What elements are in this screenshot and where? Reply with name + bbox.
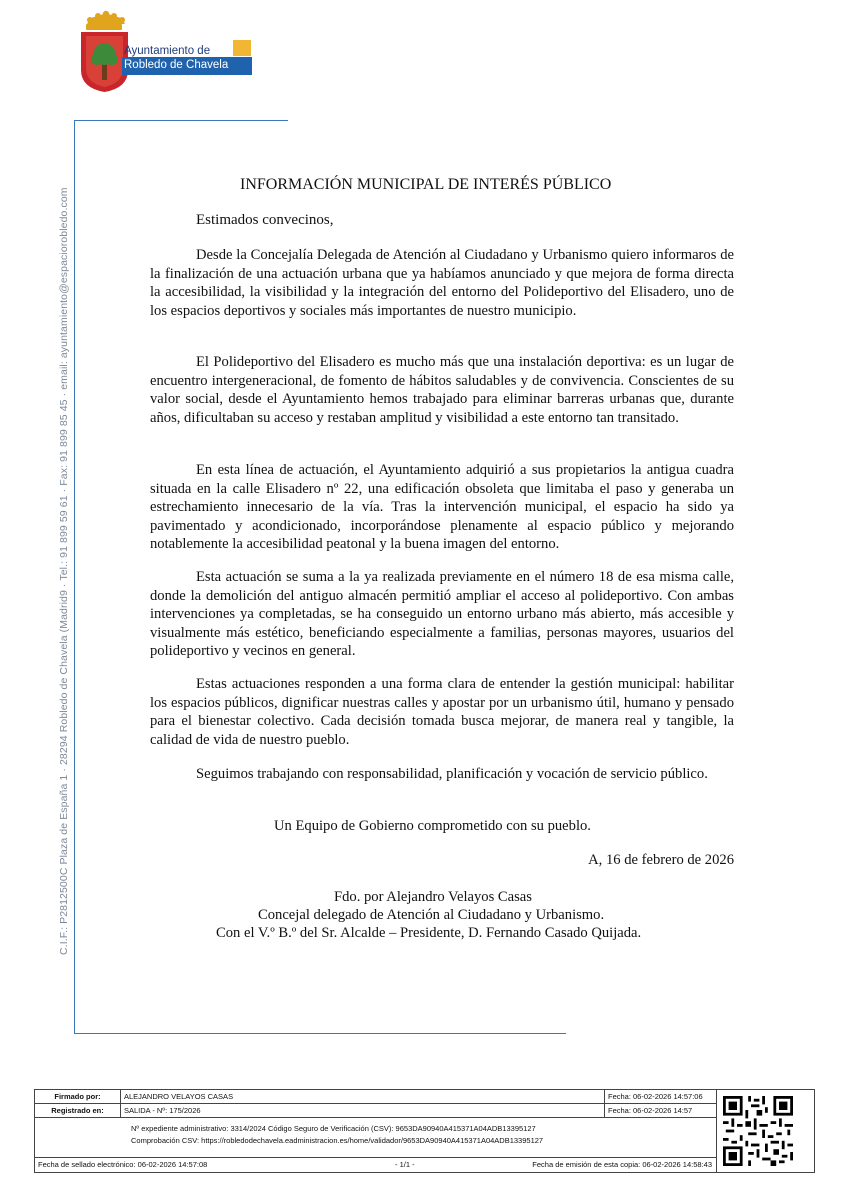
org-name-line1: Ayuntamiento de <box>124 45 211 57</box>
org-name-line2: Robledo de Chavela <box>124 59 229 71</box>
document-title: INFORMACIÓN MUNICIPAL DE INTERÉS PÚBLICO <box>240 176 612 193</box>
registered-date: Fecha: 06-02-2026 14:57 <box>605 1104 717 1118</box>
signed-by-label: Firmado por: <box>35 1090 121 1104</box>
signature-line-1: Fdo. por Alejandro Velayos Casas <box>334 889 532 905</box>
copy-date: Fecha de emisión de esta copia: 06-02-2026 14:58:43 <box>532 1160 712 1169</box>
signature-line-2: Concejal delegado de Atención al Ciudadano y Urbanismo. <box>258 907 605 923</box>
frame-left-line <box>74 120 75 1034</box>
signed-date: Fecha: 06-02-2026 14:57:06 <box>605 1090 717 1104</box>
document-date: A, 16 de febrero de 2026 <box>588 852 734 868</box>
csv-info <box>35 1118 717 1158</box>
paragraph-6: Seguimos trabajando con responsabilidad, planificación y vocación de servicio público. <box>196 766 708 782</box>
electronic-signature-box <box>34 1089 815 1173</box>
qr-code-icon <box>723 1096 793 1166</box>
footer-row <box>35 1158 717 1172</box>
expediente-line: Nº expediente administrativo: 3314/2024 Código Seguro de Verificación (CSV): 9653DA90940A415371A04ADB13395127 <box>131 1124 536 1133</box>
sealed-date: Fecha de sellado electrónico: 06-02-2026 14:57:08 <box>38 1160 208 1169</box>
csv-check-line: Comprobación CSV: https://robledodechavela.eadministracion.es/home/validador/9653DA90940A415371A04ADB13395127 <box>131 1136 544 1145</box>
signed-by-value: ALEJANDRO VELAYOS CASAS <box>121 1090 605 1104</box>
paragraph-4: Esta actuación se suma a la ya realizada previamente en el número 18 de esa misma calle, donde la demolición del antiguo almacén permitió ampliar el acceso al polideportivo. Con ambas intervenciones ya completadas, se ha conseguido un entorno urbano más abierto, más accesible y visualmente más estético, beneficiando especialmente a familias, personas mayores, usuarios del polideportivo y vecinos en general. <box>150 569 734 659</box>
signature-line-3: Con el V.º B.º del Sr. Alcalde – Presidente, D. Fernando Casado Quijada. <box>216 925 642 941</box>
page-number: - 1/1 - <box>395 1160 415 1169</box>
paragraph-2: El Polideportivo del Elisadero es mucho más que una instalación deportiva: es un lugar de encuentro intergeneracional, de fomento de hábitos saludables y de convivencia. Conscientes de su valor social, desde el Ayuntamiento hemos trabajado para eliminar barreras urbanas que, durante años, dificultaban su acceso y restaban amplitud y visibilidad a este entorno tan transitado. <box>150 354 734 426</box>
paragraph-1: Desde la Concejalía Delegada de Atención al Ciudadano y Urbanismo quiero informaros de la finalización de una actuación urbana que ya habíamos anunciado y que mejora de forma directa la accesibilidad, la visibilidad y la integración del entorno del Polideportivo del Elisadero, uno de los espacios deportivos y sociales más importantes de nuestro municipio. <box>150 247 734 319</box>
frame-bottom-line <box>74 1033 566 1034</box>
paragraph-5: Estas actuaciones responden a una forma clara de entender la gestión municipal: habilitar los espacios públicos, dignificar nuestras calles y apostar por un urbanismo útil, humano y pensado para el bienestar colectivo. Cada decisión tomada busca mejorar, de manera real y tangible, la calidad de vida de nuestro pueblo. <box>150 676 734 748</box>
frame-top-line <box>74 120 288 121</box>
sidebar-contact-info: C.I.F.: P2812500C Plaza de España 1 · 28294 Robledo de Chavela (Madrid9 · Tel.: 91 899 59 61 · Fax: 91 899 85 45 · email: ayuntamiento@espaciorobledo.com <box>58 187 70 955</box>
closing-line: Un Equipo de Gobierno comprometido con su pueblo. <box>274 818 591 834</box>
registered-value: SALIDA - Nº: 175/2026 <box>121 1104 605 1118</box>
registered-label: Registrado en: <box>35 1104 121 1118</box>
paragraph-3: En esta línea de actuación, el Ayuntamiento adquirió a sus propietarios la antigua cuadra situada en la calle Elisadero nº 22, una edificación obsoleta que limitaba el paso y generaba un estrechamiento innecesario de la vía. Tras la intervención municipal, el espacio ha sido ya pavimentado y acondicionado, incorporándose plenamente al espacio público y mejorando notablemente la accesibilidad peatonal y la buena imagen del entorno. <box>150 462 734 552</box>
greeting: Estimados convecinos, <box>196 212 334 228</box>
